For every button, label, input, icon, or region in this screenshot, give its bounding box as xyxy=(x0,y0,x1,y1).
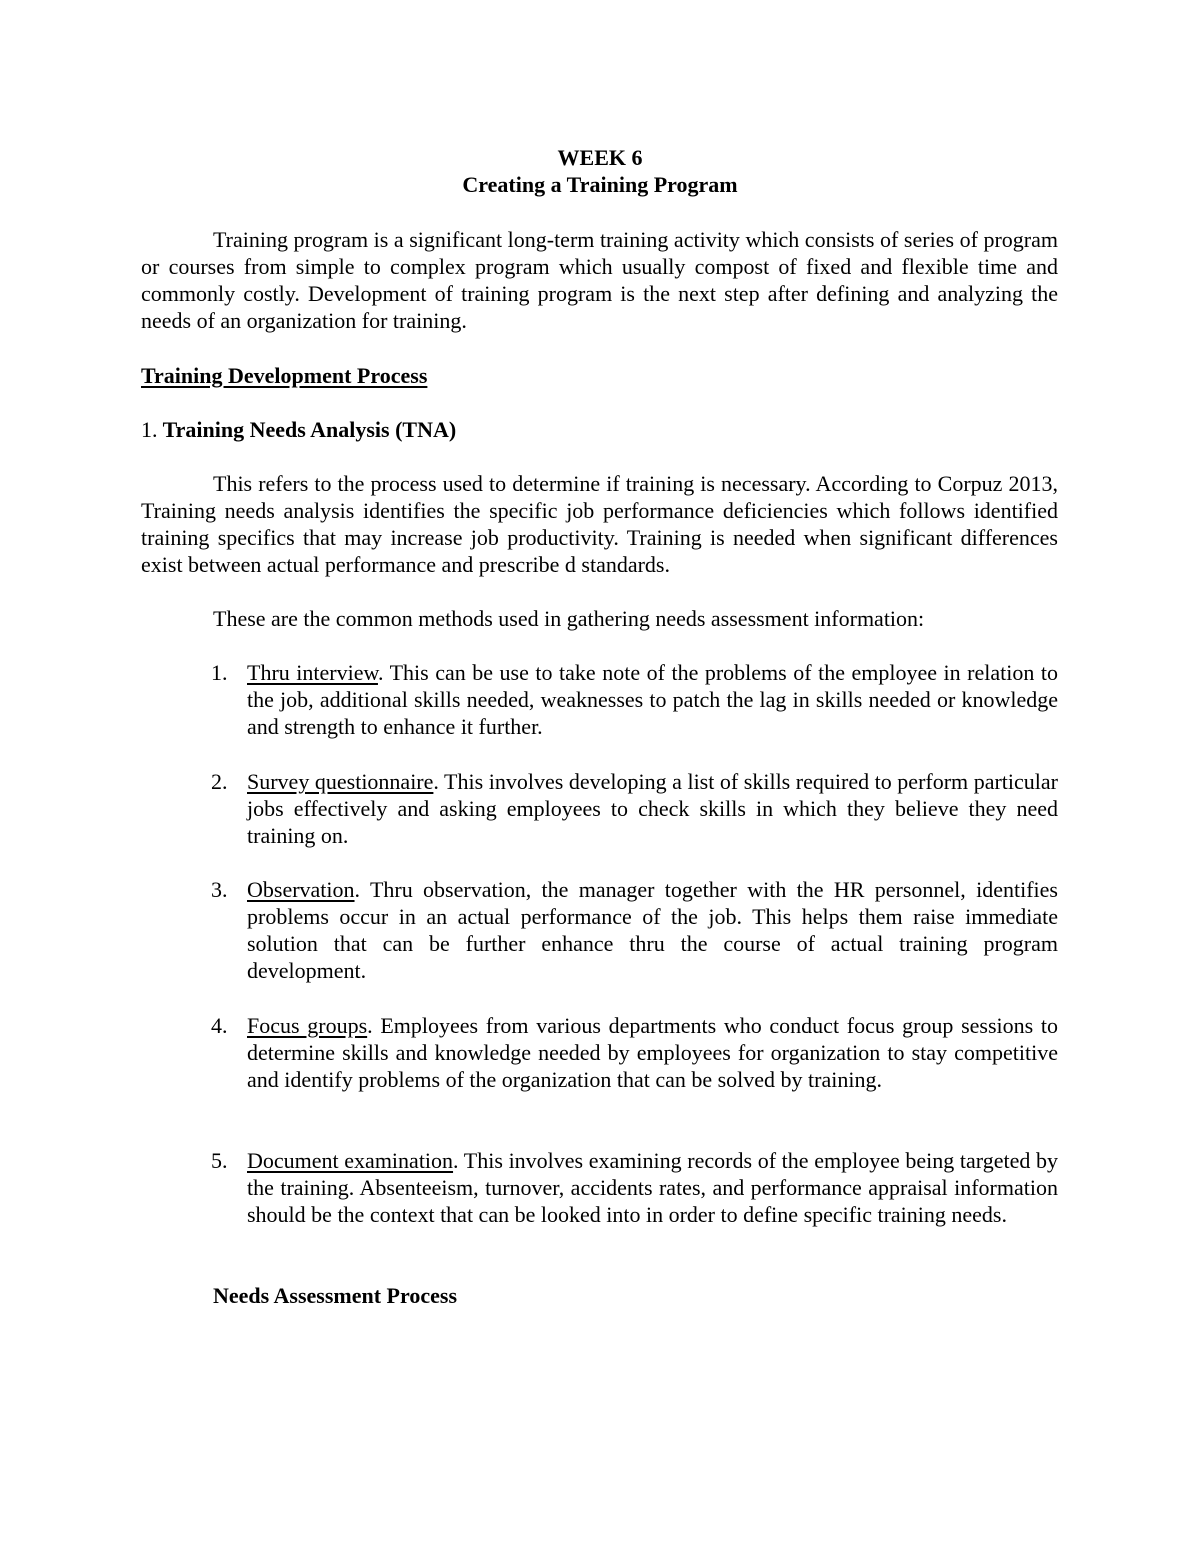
tna-paragraph: This refers to the process used to determine if training is necessary. According to Corpuz 2013, Training needs analysis identifies the specific job performance deficiencies which follows identified training specifics that may increase job productivity. Training is needed when significant differences exist between actual performance and prescribe d standards. xyxy=(141,471,1058,577)
method-description: . This involves developing a list of skills required to perform particular jobs effectively and asking employees to check skills in which they believe they need training on. xyxy=(247,769,1058,848)
section-heading: Training Development Process xyxy=(141,363,428,388)
method-body xyxy=(247,1012,1058,1093)
method-description: . Thru observation, the manager together with the HR personnel, identifies problems occur in an actual performance of the job. This helps them raise immediate solution that can be further enhance thru the course of actual training program development. xyxy=(247,877,1058,983)
method-description: . This can be use to take note of the problems of the employee in relation to the job, additional skills needed, weaknesses to patch the lag in skills needed or knowledge and strength to enhance it further. xyxy=(247,660,1059,739)
methods-intro: These are the common methods used in gathering needs assessment information: xyxy=(213,606,925,631)
method-term: Observation xyxy=(247,877,355,902)
closing-heading: Needs Assessment Process xyxy=(213,1283,458,1308)
method-number: 2. xyxy=(211,769,228,794)
intro-paragraph: Training program is a significant long-term training activity which consists of series of program or courses from simple to complex program which usually compost of fixed and flexible time and commonly costly. Development of training program is the next step after defining and analyzing the needs of an organization for training. xyxy=(141,227,1058,333)
method-body xyxy=(247,1147,1058,1228)
method-number: 1. xyxy=(211,660,228,685)
method-term: Focus groups xyxy=(247,1013,368,1038)
subsection-heading xyxy=(141,416,456,443)
document-title: Creating a Training Program xyxy=(462,172,738,197)
subsection-number: 1. xyxy=(141,417,158,442)
method-term: Thru interview xyxy=(247,660,378,685)
week-label: WEEK 6 xyxy=(557,145,643,170)
method-term: Survey questionnaire xyxy=(247,769,434,794)
method-body xyxy=(247,659,1058,740)
method-description: . Employees from various departments who conduct focus group sessions to determine skills and knowledge needed by employees for organization to stay competitive and identify problems of the organization that can be solved by training. xyxy=(247,1013,1059,1092)
method-number: 3. xyxy=(211,877,228,902)
method-body xyxy=(247,876,1058,984)
method-description: . This involves examining records of the employee being targeted by the training. Absenteeism, turnover, accidents rates, and performance appraisal information should be the context that can be looked into in order to define specific training needs. xyxy=(247,1148,1059,1227)
subsection-title: Training Needs Analysis (TNA) xyxy=(162,417,457,442)
method-body xyxy=(247,768,1058,849)
method-term: Document examination xyxy=(247,1148,454,1173)
method-number: 4. xyxy=(211,1013,228,1038)
method-number: 5. xyxy=(211,1148,228,1173)
